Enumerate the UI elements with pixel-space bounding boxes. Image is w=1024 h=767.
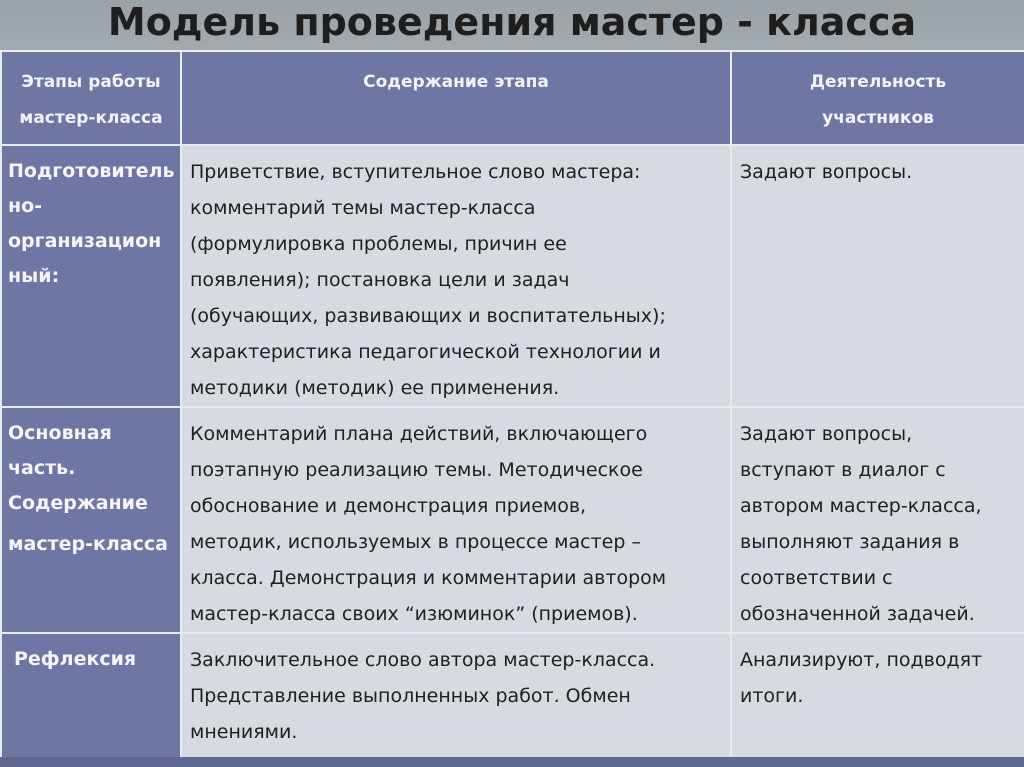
text-line: но- — [8, 195, 43, 217]
text-line: мастер-класса своих “изюминок” (приемов). — [190, 603, 638, 625]
text-line: мастер-класса — [8, 533, 168, 555]
table-row — [1, 633, 1024, 761]
text-line: методики (методик) ее применения. — [190, 377, 560, 399]
text-line: Рефлексия — [14, 648, 137, 670]
header-line: Этапы работы — [21, 72, 161, 92]
header-line: мастер-класса — [19, 108, 163, 128]
table-row — [1, 407, 1024, 633]
text-line: часть. — [8, 457, 76, 479]
header-line: Содержание этапа — [363, 72, 549, 92]
stage-cell — [1, 633, 181, 761]
text-line: Содержание — [8, 492, 148, 514]
table-header-row — [1, 51, 1024, 145]
activity-cell — [731, 407, 1024, 633]
text-line: Заключительное слово автора мастер-класса. — [190, 649, 656, 671]
activity-cell — [731, 633, 1024, 761]
text-line: класса. Демонстрация и комментарии автором — [190, 567, 667, 589]
text-line: Основная — [8, 422, 112, 444]
text-line: появления); постановка цели и задач — [190, 269, 570, 291]
text-line: характеристика педагогической технологии и — [190, 341, 661, 363]
text-line: Представление выполненных работ. Обмен — [190, 685, 631, 707]
table-row — [1, 145, 1024, 407]
header-content — [181, 51, 731, 145]
text-line: обозначенной задачей. — [740, 603, 975, 625]
text-line: автором мастер-класса, — [740, 495, 982, 517]
text-line: Комментарий плана действий, включающего — [190, 423, 648, 445]
text-line: мнениями. — [190, 721, 298, 743]
text-line: комментарий темы мастер-класса — [190, 197, 536, 219]
text-line: Подготовитель — [8, 160, 175, 182]
text-line: выполняют задания в — [740, 531, 960, 553]
stage-cell — [1, 145, 181, 407]
text-line: методик, используемых в процессе мастер – — [190, 531, 641, 553]
text-line: ный: — [8, 265, 60, 287]
text-line: (обучающих, развивающих и воспитательных); — [190, 305, 666, 327]
content-cell — [181, 633, 731, 761]
text-line: организацион — [8, 230, 162, 252]
text-line: итоги. — [740, 685, 804, 707]
bottom-bar — [0, 757, 1024, 767]
text-line: Задают вопросы, — [740, 423, 913, 445]
content-cell — [181, 407, 731, 633]
header-activity — [731, 51, 1024, 145]
text-line: Задают вопросы. — [740, 161, 913, 183]
master-class-table — [0, 50, 1024, 762]
text-line: (формулировка проблемы, причин ее — [190, 233, 567, 255]
text-line: обоснование и демонстрация приемов, — [190, 495, 587, 517]
text-line: соответствии с — [740, 567, 893, 589]
text-line: Приветствие, вступительное слово мастера: — [190, 161, 641, 183]
page-title: Модель проведения мастер - класса — [107, 0, 917, 44]
stage-cell — [1, 407, 181, 633]
text-line: Анализируют, подводят — [740, 649, 983, 671]
content-cell — [181, 145, 731, 407]
activity-cell — [731, 145, 1024, 407]
text-line: вступают в диалог с — [740, 459, 946, 481]
header-stages — [1, 51, 181, 145]
header-line: участников — [822, 108, 934, 128]
text-line: поэтапную реализацию темы. Методическое — [190, 459, 643, 481]
header-line: Деятельность — [809, 72, 947, 92]
